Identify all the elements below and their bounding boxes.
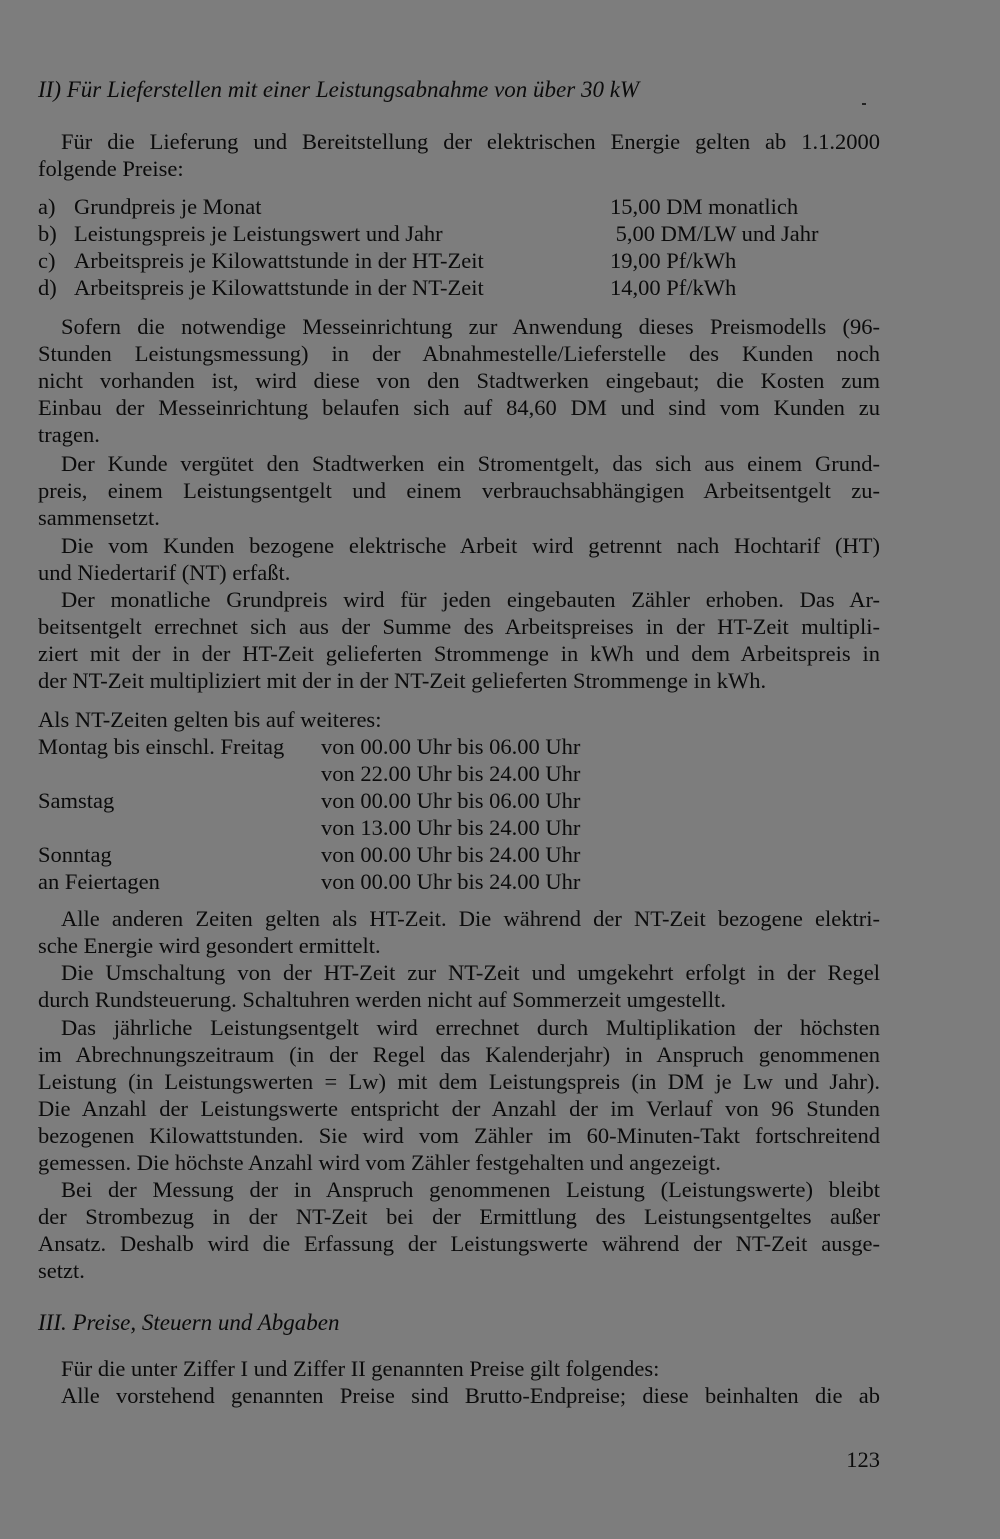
paragraph-line: im Abrechnungszeitraum (in der Regel das Kalenderjahr) in Anspruch genommenen — [38, 1042, 880, 1067]
price-item-letter: c) — [38, 248, 56, 273]
nt-day: an Feiertagen — [38, 869, 160, 894]
nt-day: Samstag — [38, 788, 115, 813]
price-item-amount: 19,00 Pf/kWh — [610, 248, 737, 273]
paragraph-line: sammensetzt. — [38, 505, 160, 530]
paragraph-line: beitsentgelt errechnet sich aus der Summe des Arbeitspreises in der HT-Zeit multipli- — [38, 614, 880, 639]
nt-time-row — [38, 841, 880, 868]
paragraph-line: Die Anzahl der Leistungswerte entspricht der Anzahl der im Verlauf von 96 Stunden — [38, 1096, 880, 1121]
price-item-letter: b) — [38, 221, 57, 246]
nt-time: von 13.00 Uhr bis 24.00 Uhr — [321, 815, 581, 840]
intro-line: folgende Preise: — [38, 156, 184, 181]
paragraph-line: ziert mit der in der HT-Zeit gelieferten Strommenge in kWh und dem Arbeitspreis in — [38, 641, 880, 666]
price-item — [38, 220, 880, 247]
paragraph-line: Bei der Messung der in Anspruch genommenen Leistung (Leistungswerte) bleibt — [61, 1177, 880, 1202]
nt-day: Sonntag — [38, 842, 112, 867]
price-item — [38, 274, 880, 301]
intro-line: Für die Lieferung und Bereitstellung der elektrischen Energie gelten ab 1.1.2000 — [61, 129, 880, 154]
price-item-amount: 14,00 Pf/kWh — [610, 275, 737, 300]
paragraph-line: sche Energie wird gesondert ermittelt. — [38, 933, 381, 958]
paragraph-line: der NT-Zeit multipliziert mit der in der NT-Zeit gelieferten Strommenge in kWh. — [38, 668, 767, 693]
paragraph-line: Alle anderen Zeiten gelten als HT-Zeit. Die während der NT-Zeit bezogene elektri- — [61, 906, 880, 931]
paragraph-line: Stunden Leistungsmessung) in der Abnahmestelle/Lieferstelle des Kunden noch — [38, 341, 880, 366]
nt-time: von 00.00 Uhr bis 24.00 Uhr — [321, 842, 581, 867]
page-number: 123 — [846, 1447, 880, 1472]
paragraph-line: der Strombezug in der NT-Zeit bei der Ermittlung des Leistungsentgeltes außer — [38, 1204, 880, 1229]
paragraph-line: Der monatliche Grundpreis wird für jeden eingebauten Zähler erhoben. Das Ar- — [61, 587, 880, 612]
paragraph-line: Leistung (in Leistungswerten = Lw) mit dem Leistungspreis (in DM je Lw und Jahr). — [38, 1069, 880, 1094]
paragraph-line: Für die unter Ziffer I und Ziffer II genannten Preise gilt folgendes: — [61, 1356, 660, 1381]
price-item — [38, 193, 880, 220]
nt-time: von 00.00 Uhr bis 06.00 Uhr — [321, 734, 581, 759]
section-heading-iii: III. Preise, Steuern und Abgaben — [38, 1310, 340, 1335]
nt-time: von 22.00 Uhr bis 24.00 Uhr — [321, 761, 581, 786]
price-item-description: Leistungspreis je Leistungswert und Jahr — [74, 221, 443, 246]
paragraph-line: Sofern die notwendige Messeinrichtung zur Anwendung dieses Preismodells (96- — [61, 314, 880, 339]
scan-mark — [862, 103, 866, 105]
price-item — [38, 247, 880, 274]
price-item-letter: d) — [38, 275, 57, 300]
price-item-description: Arbeitspreis je Kilowattstunde in der NT-Zeit — [74, 275, 484, 300]
paragraph-line: und Niedertarif (NT) erfaßt. — [38, 560, 291, 585]
nt-time: von 00.00 Uhr bis 06.00 Uhr — [321, 788, 581, 813]
paragraph-line: Ansatz. Deshalb wird die Erfassung der Leistungswerte während der NT-Zeit ausge- — [38, 1231, 880, 1256]
price-item-amount: 15,00 DM monatlich — [610, 194, 799, 219]
paragraph-line: setzt. — [38, 1258, 85, 1283]
paragraph-line: Der Kunde vergütet den Stadtwerken ein Stromentgelt, das sich aus einem Grund- — [61, 451, 880, 476]
paragraph-line: Das jährliche Leistungsentgelt wird errechnet durch Multiplikation der höchsten — [61, 1015, 880, 1040]
nt-time-row — [38, 814, 880, 841]
nt-times-intro: Als NT-Zeiten gelten bis auf weiteres: — [38, 707, 382, 732]
paragraph-line: Alle vorstehend genannten Preise sind Brutto-Endpreise; diese beinhalten die ab — [61, 1383, 880, 1408]
nt-time-row — [38, 868, 880, 895]
paragraph-line: nicht vorhanden ist, wird diese von den Stadtwerken eingebaut; die Kosten zum — [38, 368, 880, 393]
paragraph-line: gemessen. Die höchste Anzahl wird vom Zähler festgehalten und angezeigt. — [38, 1150, 721, 1175]
paragraph-line: durch Rundsteuerung. Schaltuhren werden nicht auf Sommerzeit umgestellt. — [38, 987, 726, 1012]
paragraph-line: tragen. — [38, 422, 100, 447]
nt-day: Montag bis einschl. Freitag — [38, 734, 285, 759]
price-item-amount: 5,00 DM/LW und Jahr — [610, 221, 819, 246]
paragraph-line: preis, einem Leistungsentgelt und einem verbrauchsabhängigen Arbeitsentgelt zu- — [38, 478, 880, 503]
nt-time: von 00.00 Uhr bis 24.00 Uhr — [321, 869, 581, 894]
price-item-letter: a) — [38, 194, 56, 219]
paragraph-line: Die Umschaltung von der HT-Zeit zur NT-Zeit und umgekehrt erfolgt in der Regel — [61, 960, 880, 985]
section-heading-ii: II) Für Lieferstellen mit einer Leistungsabnahme von über 30 kW — [38, 77, 640, 102]
nt-time-row — [38, 733, 880, 760]
paragraph-line: Die vom Kunden bezogene elektrische Arbeit wird getrennt nach Hochtarif (HT) — [61, 533, 880, 558]
nt-time-row — [38, 760, 880, 787]
price-item-description: Grundpreis je Monat — [74, 194, 262, 219]
price-item-description: Arbeitspreis je Kilowattstunde in der HT-Zeit — [74, 248, 484, 273]
nt-time-row — [38, 787, 880, 814]
paragraph-line: Einbau der Messeinrichtung belaufen sich auf 84,60 DM und sind vom Kunden zu — [38, 395, 880, 420]
paragraph-line: bezogenen Kilowattstunden. Sie wird vom Zähler im 60-Minuten-Takt fortschreitend — [38, 1123, 880, 1148]
